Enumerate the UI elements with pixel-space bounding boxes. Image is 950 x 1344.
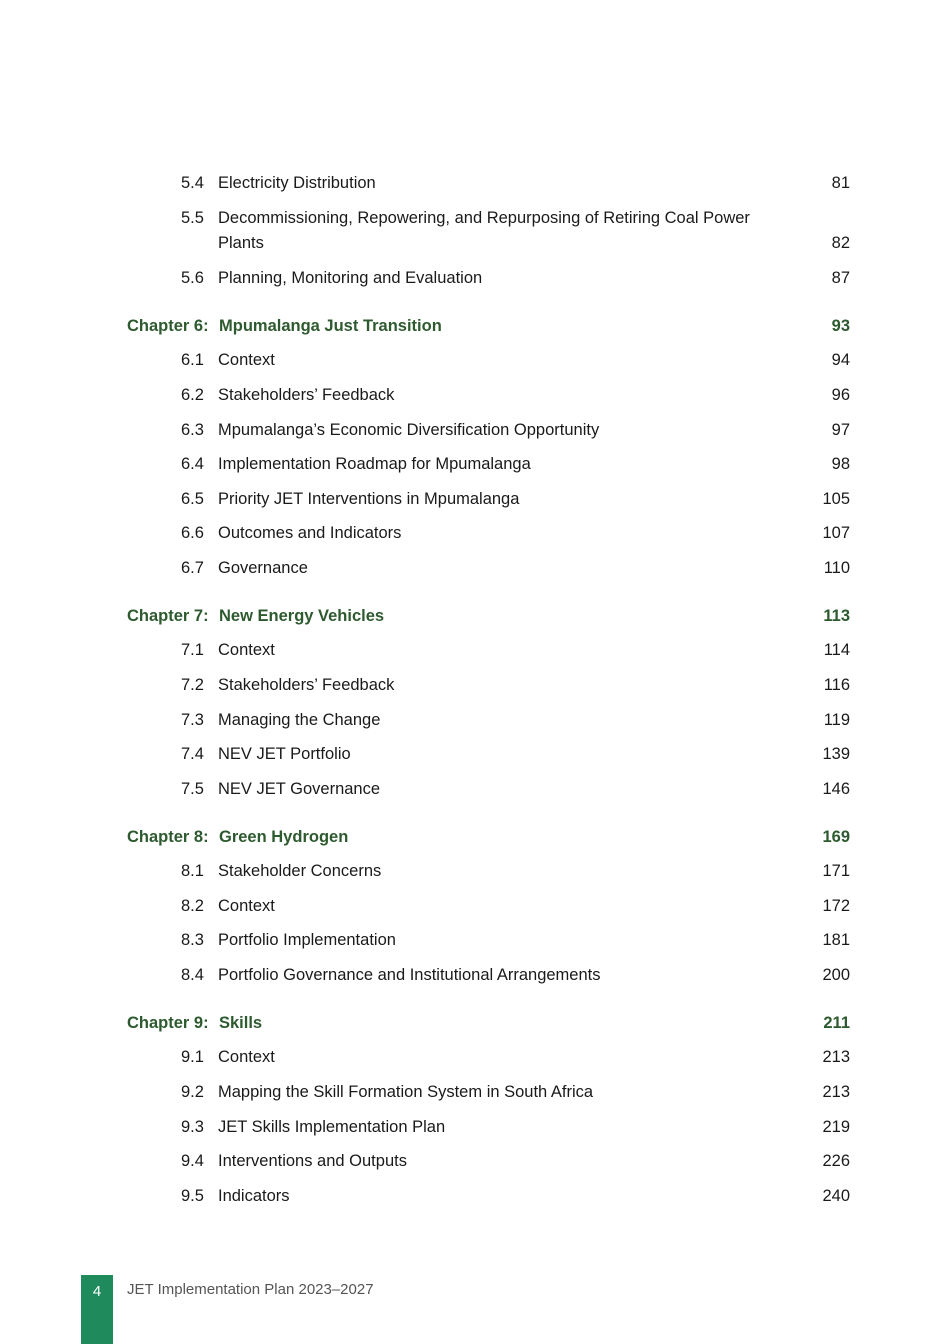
section-number: 9.2 (181, 1083, 204, 1101)
section-number: 8.3 (181, 931, 204, 949)
page-number: 110 (823, 559, 850, 577)
section-title: Context (218, 897, 275, 915)
chapter-title: New Energy Vehicles (219, 607, 385, 625)
section-number: 6.6 (181, 524, 204, 542)
chapter-title: Green Hydrogen (219, 828, 349, 846)
page-number: 139 (822, 745, 850, 763)
section-title: Planning, Monitoring and Evaluation (218, 269, 483, 287)
section-title: NEV JET Governance (218, 780, 381, 798)
section-title: Implementation Roadmap for Mpumalanga (218, 455, 531, 473)
section-title: Context (218, 1048, 275, 1066)
section-number: 6.4 (181, 455, 204, 473)
section-title: Context (218, 351, 275, 369)
section-number: 6.1 (181, 351, 204, 369)
page-number: 169 (822, 828, 850, 846)
page-number: 96 (831, 386, 850, 404)
footer-document-title: JET Implementation Plan 2023–2027 (127, 1281, 374, 1298)
section-number: 7.2 (181, 676, 204, 694)
footer-page-number: 4 (92, 1283, 102, 1300)
chapter-title: Skills (219, 1014, 263, 1032)
page-number: 105 (822, 490, 850, 508)
section-number: 6.5 (181, 490, 204, 508)
page-number: 171 (822, 862, 850, 880)
section-number: 8.1 (181, 862, 204, 880)
page-number: 93 (831, 317, 850, 335)
page-number: 219 (822, 1118, 850, 1136)
section-title: Stakeholders’ Feedback (218, 676, 395, 694)
chapter-label: Chapter 6: (127, 317, 209, 335)
page-number: 200 (822, 966, 850, 984)
section-title: Decommissioning, Repowering, and Repurposing of Retiring Coal Power (218, 209, 750, 227)
section-title: Managing the Change (218, 711, 381, 729)
chapter-label: Chapter 9: (127, 1014, 209, 1032)
section-title: Interventions and Outputs (218, 1152, 407, 1170)
page-number: 181 (822, 931, 850, 949)
page-number: 146 (822, 780, 850, 798)
section-number: 9.5 (181, 1187, 204, 1205)
page-number: 211 (823, 1014, 850, 1032)
section-title-continued: Plants (218, 234, 264, 252)
page-number: 240 (822, 1187, 850, 1205)
page-number: 113 (823, 607, 850, 625)
section-title: Stakeholder Concerns (218, 862, 382, 880)
page-number: 107 (822, 524, 850, 542)
page-number: 97 (831, 421, 850, 439)
section-title: Portfolio Governance and Institutional Arrangements (218, 966, 601, 984)
section-title: Electricity Distribution (218, 174, 376, 192)
section-number: 5.5 (181, 209, 204, 227)
section-title: Context (218, 641, 275, 659)
page-number: 226 (822, 1152, 850, 1170)
section-number: 9.1 (181, 1048, 204, 1066)
section-number: 6.7 (181, 559, 204, 577)
page-number: 213 (822, 1048, 850, 1066)
page-number: 119 (823, 711, 850, 729)
section-number: 7.3 (181, 711, 204, 729)
page-number: 172 (822, 897, 850, 915)
page-number: 116 (823, 676, 850, 694)
section-number: 9.4 (181, 1152, 204, 1170)
page-number: 87 (831, 269, 850, 287)
section-number: 8.4 (181, 966, 204, 984)
section-title: Outcomes and Indicators (218, 524, 402, 542)
section-title: Portfolio Implementation (218, 931, 396, 949)
section-number: 7.5 (181, 780, 204, 798)
page-number: 82 (831, 234, 850, 252)
section-title: Priority JET Interventions in Mpumalanga (218, 490, 520, 508)
page-number: 94 (831, 351, 850, 369)
section-number: 9.3 (181, 1118, 204, 1136)
chapter-label: Chapter 7: (127, 607, 209, 625)
section-title: Indicators (218, 1187, 290, 1205)
page-number: 98 (831, 455, 850, 473)
section-title: JET Skills Implementation Plan (218, 1118, 446, 1136)
section-title: Mapping the Skill Formation System in South Africa (218, 1083, 594, 1101)
section-title: Stakeholders’ Feedback (218, 386, 395, 404)
page-number: 213 (822, 1083, 850, 1101)
section-number: 5.4 (181, 174, 204, 192)
page-number: 114 (823, 641, 850, 659)
page-number: 81 (831, 174, 850, 192)
section-number: 6.2 (181, 386, 204, 404)
section-number: 6.3 (181, 421, 204, 439)
section-title: Mpumalanga’s Economic Diversification Opportunity (218, 421, 600, 439)
chapter-title: Mpumalanga Just Transition (219, 317, 442, 335)
chapter-label: Chapter 8: (127, 828, 209, 846)
section-title: NEV JET Portfolio (218, 745, 351, 763)
section-title: Governance (218, 559, 308, 577)
section-number: 7.1 (181, 641, 204, 659)
section-number: 5.6 (181, 269, 204, 287)
section-number: 8.2 (181, 897, 204, 915)
section-number: 7.4 (181, 745, 204, 763)
